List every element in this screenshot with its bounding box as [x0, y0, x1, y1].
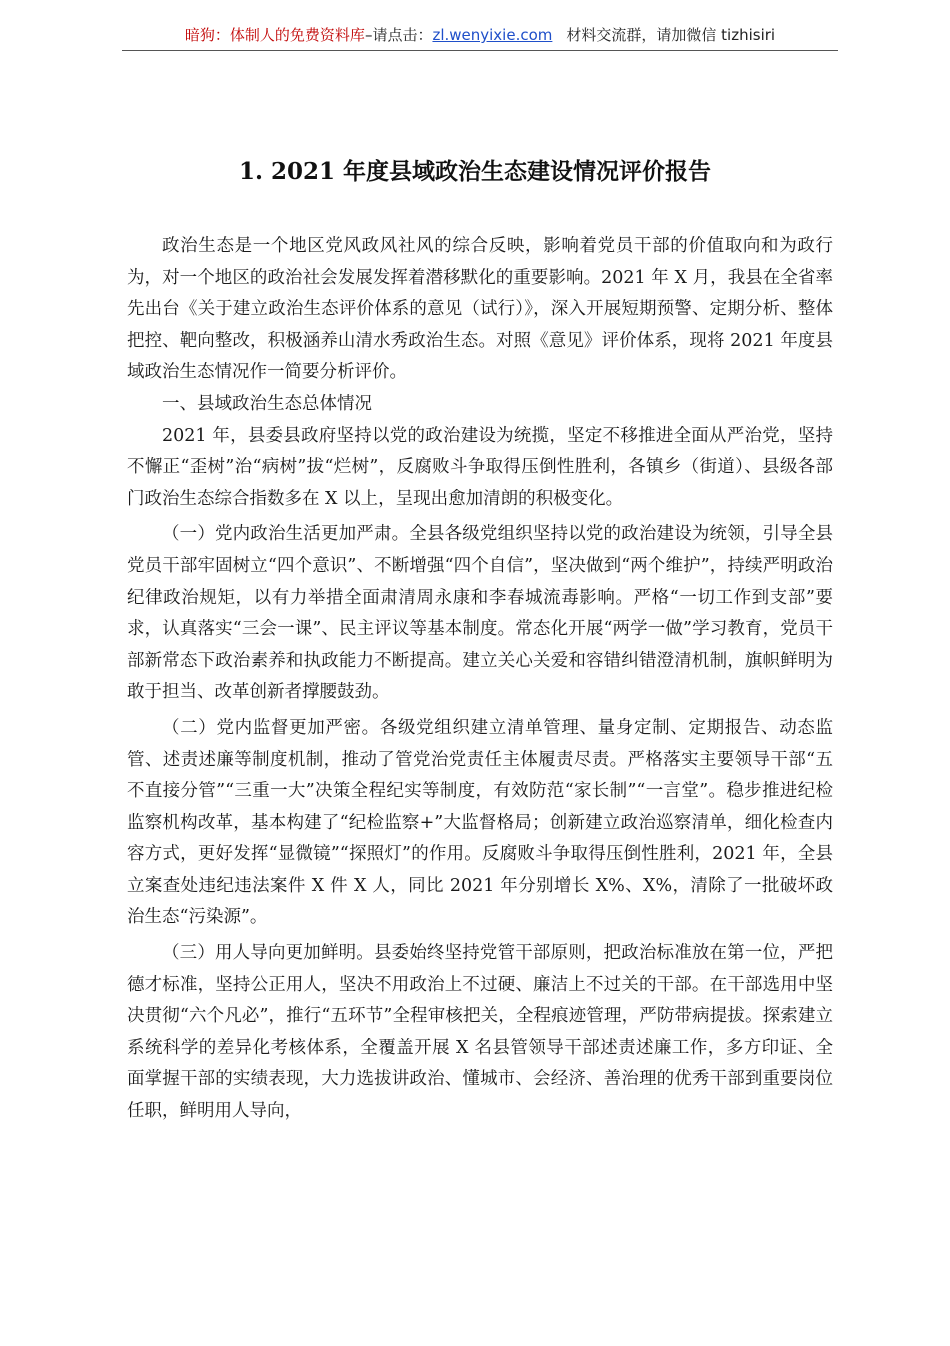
- section-heading: 一、县域政治生态总体情况: [162, 393, 372, 414]
- header-prompt: –请点击：: [364, 26, 433, 44]
- paragraph-intro: 政治生态是一个地区党风政风社风的综合反映，影响着党员干部的价值取向和为政行为，对一个地区的政治社会发展发挥着潜移默化的重要影响。2021 年 X 月，我县在全省率先出台《关于建立政治生态评价体系的意见（试行）》，深入开展短期预警、定期分析、整体把控、靶向整改，积极涵养山清水秀政治生态。对照《意见》评价体系，现将 2021 年度县域政治生态情况作一简要分析评价。: [127, 236, 833, 383]
- paragraph-overview: 2021 年，县委县政府坚持以党的政治建设为统揽，坚定不移推进全面从严治党，坚持不懈正“歪树”治“病树”拔“烂树”，反腐败斗争取得压倒性胜利，各镇乡（街道）、县级各部门政治生态综合指数多在 X 以上，呈现出愈加清朗的积极变化。: [127, 425, 833, 509]
- header-link[interactable]: zl.wenyixie.com: [432, 26, 553, 44]
- header-note: 材料交流群，请加微信 tizhisiri: [566, 26, 776, 44]
- paragraph-supervision: （二）党内监督更加严密。各级党组织建立清单管理、量身定制、定期报告、动态监管、述责述廉等制度机制，推动了管党治党责任主体履责尽责。严格落实主要领导干部“五不直接分管”“三重一大”决策全程纪实等制度，有效防范“家长制”“一言堂”。稳步推进纪检监察机构改革，基本构建了“纪检监察+”大监督格局；创新建立政治巡察清单，细化检查内容方式，更好发挥“显微镜”“探照灯”的作用。反腐败斗争取得压倒性胜利，2021 年，全县立案查处违纪违法案件 X 件 X 人，同比 2021 年分别增长 X%、X%，清除了一批破坏政治生态“污染源”。: [127, 717, 833, 928]
- paragraph-personnel: （三）用人导向更加鲜明。县委始终坚持党管干部原则，把政治标准放在第一位，严把德才标准，坚持公正用人，坚决不用政治上不过硬、廉洁上不过关的干部。在干部选用中坚决贯彻“六个凡必”，推行“五环节”全程审核把关，全程痕迹管理，严防带病提拔。探索建立系统科学的差异化考核体系，全覆盖开展 X 名县管领导干部述责述廉工作，多方印证、全面掌握干部的实绩表现，大力选拔讲政治、懂城市、会经济、善治理的优秀干部到重要岗位任职，鲜明用人导向，: [127, 943, 833, 1122]
- page-header: [122, 22, 838, 51]
- document-title: 1. 2021 年度县域政治生态建设情况评价报告: [238, 158, 712, 185]
- header-brand: 暗狗：体制人的免费资料库: [184, 26, 365, 44]
- document-body: [127, 231, 833, 1128]
- paragraph-political-life: （一）党内政治生活更加严肃。全县各级党组织坚持以党的政治建设为统领，引导全县党员干部牢固树立“四个意识”、不断增强“四个自信”，坚决做到“两个维护”，持续严明政治纪律政治规矩，以有力举措全面肃清周永康和李春城流毒影响。严格“一切工作到支部”要求，认真落实“三会一课”、民主评议等基本制度。常态化开展“两学一做”学习教育，党员干部新常态下政治素养和执政能力不断提高。建立关心关爱和容错纠错澄清机制，旗帜鲜明为敢于担当、改革创新者撑腰鼓劲。: [127, 524, 833, 703]
